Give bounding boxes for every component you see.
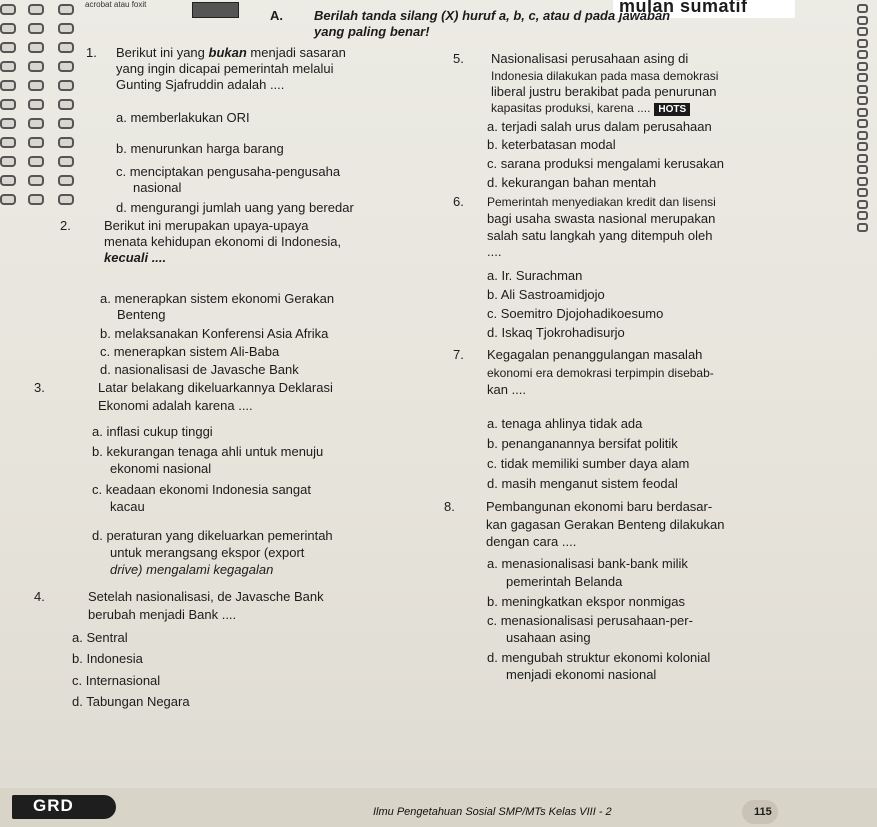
binding-ring: [0, 80, 16, 91]
answer-option[interactable]: d. Iskaq Tjokrohadisurjo: [487, 325, 625, 340]
answer-option[interactable]: c. menciptakan pengusaha-pengusaha: [116, 164, 341, 179]
binding-ring: [58, 99, 74, 110]
binding-ring: [857, 73, 868, 82]
binding-ring: [857, 200, 868, 209]
binding-ring: [857, 62, 868, 71]
answer-option[interactable]: a. inflasi cukup tinggi: [92, 424, 213, 439]
answer-option-continuation: pemerintah Belanda: [506, 574, 623, 589]
answer-option[interactable]: d. kekurangan bahan mentah: [487, 175, 657, 190]
binding-ring: [857, 211, 868, 220]
binding-ring: [28, 194, 44, 205]
binding-ring: [58, 80, 74, 91]
binding-ring: [58, 118, 74, 129]
thumbnail-icon: [192, 2, 239, 18]
answer-option[interactable]: a. tenaga ahlinya tidak ada: [487, 416, 643, 431]
answer-option-continuation: drive) mengalami kegagalan: [110, 562, 274, 577]
instruction-line-1: Berilah tanda silang (X) huruf a, b, c, atau d pada jawaban: [314, 8, 671, 23]
question-stem-line: liberal justru berakibat pada penurunan: [491, 84, 717, 99]
binding-ring: [857, 131, 868, 140]
binding-ring: [58, 175, 74, 186]
binding-ring: [857, 50, 868, 59]
answer-option[interactable]: a. memberlakukan ORI: [116, 110, 250, 125]
binding-ring: [0, 99, 16, 110]
question-stem-line: Berikut ini merupakan upaya-upaya: [104, 218, 309, 233]
binding-ring: [0, 42, 16, 53]
binding-ring: [28, 137, 44, 148]
binding-ring: [28, 175, 44, 186]
binding-ring: [857, 165, 868, 174]
binding-ring: [857, 223, 868, 232]
emphasis-word: bukan: [208, 45, 247, 60]
answer-option[interactable]: a. terjadi salah urus dalam perusahaan: [487, 119, 712, 134]
binding-ring: [58, 137, 74, 148]
question-stem-line: Latar belakang dikeluarkannya Deklarasi: [98, 380, 333, 395]
binding-ring: [0, 118, 16, 129]
binding-ring: [0, 23, 16, 34]
binding-ring: [28, 23, 44, 34]
binding-ring: [28, 61, 44, 72]
answer-option-continuation: untuk merangsang ekspor (export: [110, 545, 305, 560]
question-stem-line: kan gagasan Gerakan Benteng dilakukan: [486, 517, 725, 532]
question-stem-line: dengan cara ....: [486, 534, 577, 549]
answer-option[interactable]: a. menasionalisasi bank-bank milik: [487, 556, 688, 571]
binding-ring: [857, 85, 868, 94]
answer-option[interactable]: c. menerapkan sistem Ali-Baba: [100, 344, 280, 359]
binding-ring: [58, 194, 74, 205]
question-number: 7.: [453, 347, 464, 362]
question-stem-line: Nasionalisasi perusahaan asing di: [491, 51, 689, 66]
binding-ring: [857, 27, 868, 36]
section-banner: mulan sumatif: [613, 0, 795, 18]
binding-ring: [0, 194, 16, 205]
question-stem-line: Berikut ini yang bukan menjadi sasaran: [116, 45, 346, 60]
binding-ring: [857, 16, 868, 25]
answer-option[interactable]: d. masih menganut sistem feodal: [487, 476, 678, 491]
question-stem-line: Pembangunan ekonomi baru berdasar-: [486, 499, 713, 514]
binding-ring: [0, 175, 16, 186]
question-stem-line: ....: [487, 244, 502, 259]
binding-ring: [0, 61, 16, 72]
spiral-binding-right: [855, 0, 871, 235]
question-stem-line: ekonomi era demokrasi terpimpin disebab-: [487, 366, 714, 380]
question-stem-line: Kegagalan penanggulangan masalah: [487, 347, 703, 362]
answer-option[interactable]: b. penanganannya bersifat politik: [487, 436, 678, 451]
binding-ring: [0, 156, 16, 167]
answer-option[interactable]: c. Soemitro Djojohadikoesumo: [487, 306, 664, 321]
instruction-line-2: yang paling benar!: [314, 24, 430, 39]
answer-option[interactable]: b. Indonesia: [72, 651, 143, 666]
answer-option[interactable]: b. keterbatasan modal: [487, 137, 616, 152]
top-strip: [85, 0, 255, 12]
answer-option-continuation: menjadi ekonomi nasional: [506, 667, 657, 682]
page-number: 115: [754, 806, 772, 818]
question-stem-line: kecuali ....: [104, 250, 167, 265]
question-number: 2.: [60, 218, 71, 233]
answer-option-continuation: kacau: [110, 499, 145, 514]
answer-option-continuation: usahaan asing: [506, 630, 591, 645]
binding-ring: [857, 119, 868, 128]
binding-ring: [857, 142, 868, 151]
question-number: 8.: [444, 499, 455, 514]
answer-option[interactable]: c. Internasional: [72, 673, 161, 688]
answer-option[interactable]: a. Ir. Surachman: [487, 268, 583, 283]
answer-option[interactable]: d. peraturan yang dikeluarkan pemerintah: [92, 528, 333, 543]
answer-option[interactable]: b. menurunkan harga barang: [116, 141, 284, 156]
binding-ring: [58, 4, 74, 15]
binding-ring: [28, 99, 44, 110]
answer-option[interactable]: c. tidak memiliki sumber daya alam: [487, 456, 690, 471]
answer-option-continuation: ekonomi nasional: [110, 461, 212, 476]
question-stem-line: bagi usaha swasta nasional merupakan: [487, 211, 716, 226]
binding-ring: [0, 4, 16, 15]
spiral-binding: [0, 0, 82, 240]
book-title: Ilmu Pengetahuan Sosial SMP/MTs Kelas VIII - 2: [373, 806, 612, 818]
question-stem-line: kan ....: [487, 382, 527, 397]
answer-option[interactable]: d. nasionalisasi de Javasche Bank: [100, 362, 299, 377]
binding-ring: [857, 188, 868, 197]
top-left-text: acrobat atau foxit: [85, 0, 147, 9]
answer-option[interactable]: b. kekurangan tenaga ahli untuk menuju: [92, 444, 324, 459]
section-letter: A.: [270, 8, 283, 23]
answer-option[interactable]: b. melaksanakan Konferensi Asia Afrika: [100, 326, 329, 341]
question-stem-line: Gunting Sjafruddin adalah ....: [116, 77, 285, 92]
binding-ring: [857, 154, 868, 163]
answer-option[interactable]: d. Tabungan Negara: [72, 694, 190, 709]
question-stem-line: Setelah nasionalisasi, de Javasche Bank: [88, 589, 324, 604]
question-number: 1.: [86, 45, 97, 60]
answer-option[interactable]: b. meningkatkan ekspor nonmigas: [487, 594, 686, 609]
binding-ring: [28, 4, 44, 15]
answer-option[interactable]: a. Sentral: [72, 630, 128, 645]
question-stem-line: menata kehidupan ekonomi di Indonesia,: [104, 234, 342, 249]
answer-option-continuation: Benteng: [117, 307, 166, 322]
hots-badge: HOTS: [654, 103, 690, 116]
question-number: 5.: [453, 51, 464, 66]
binding-ring: [28, 156, 44, 167]
answer-option-continuation: nasional: [133, 180, 182, 195]
binding-ring: [58, 42, 74, 53]
binding-ring: [58, 61, 74, 72]
question-stem-line: yang ingin dicapai pemerintah melalui: [116, 61, 334, 76]
binding-ring: [857, 177, 868, 186]
answer-option[interactable]: c. menasionalisasi perusahaan-per-: [487, 613, 693, 628]
binding-ring: [857, 96, 868, 105]
answer-option[interactable]: c. keadaan ekonomi Indonesia sangat: [92, 482, 311, 497]
answer-option[interactable]: c. sarana produksi mengalami kerusakan: [487, 156, 725, 171]
answer-option[interactable]: d. mengurangi jumlah uang yang beredar: [116, 200, 354, 215]
question-stem-line: Indonesia dilakukan pada masa demokrasi: [491, 69, 719, 83]
question-number: 4.: [34, 589, 45, 604]
binding-ring: [857, 108, 868, 117]
answer-option[interactable]: b. Ali Sastroamidjojo: [487, 287, 605, 302]
binding-ring: [28, 42, 44, 53]
binding-ring: [28, 80, 44, 91]
binding-ring: [58, 23, 74, 34]
binding-ring: [857, 39, 868, 48]
binding-ring: [0, 137, 16, 148]
binding-ring: [28, 118, 44, 129]
question-stem-line: Pemerintah menyediakan kredit dan lisensi: [487, 195, 716, 209]
question-stem-line: berubah menjadi Bank ....: [88, 607, 237, 622]
question-stem-line: salah satu langkah yang ditempuh oleh: [487, 228, 713, 243]
question-stem-line: kapasitas produksi, karena .... HOTS: [491, 100, 801, 116]
question-stem-line: Ekonomi adalah karena ....: [98, 398, 253, 413]
answer-option[interactable]: a. menerapkan sistem ekonomi Gerakan: [100, 291, 335, 306]
question-number: 6.: [453, 194, 464, 209]
binding-ring: [58, 156, 74, 167]
binding-ring: [857, 4, 868, 13]
answer-option[interactable]: d. mengubah struktur ekonomi kolonial: [487, 650, 711, 665]
publisher-brand: GRD: [33, 796, 74, 815]
question-number: 3.: [34, 380, 45, 395]
